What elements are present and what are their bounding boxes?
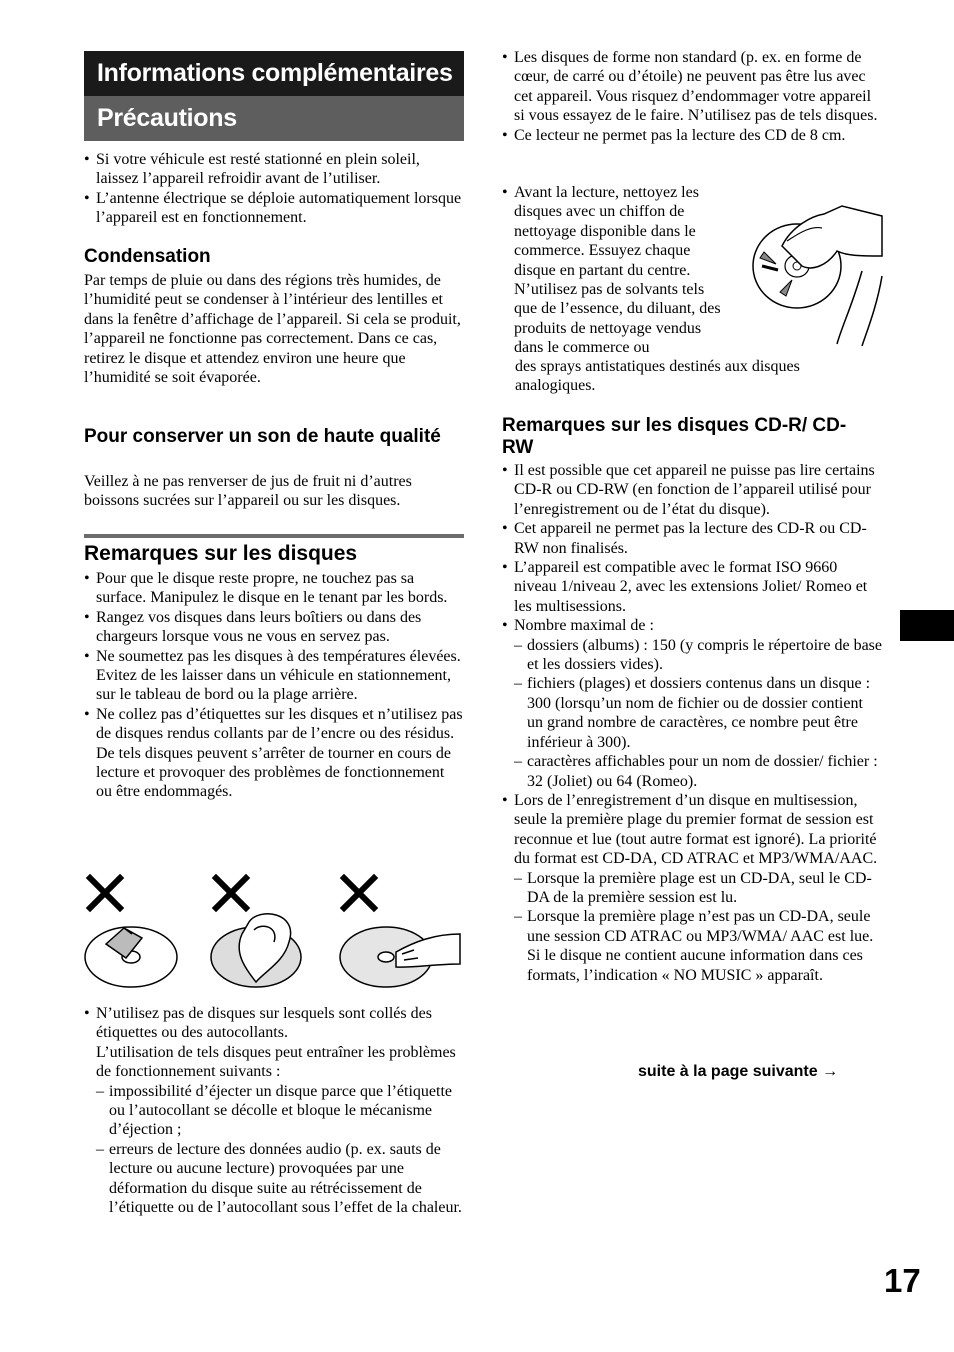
condensation-text: Par temps de pluie ou dans des régions très humides, de l’humidité peut se condenser à l’intérieur des lentilles et dans la fenêtre d’affichage de l’appareil. Si cela se produit, l’appareil ne fonctionne pas correctement. Dans ce cas, retirez le disque et attendez environ une heure que l’humidité se soit évaporée. [84, 272, 461, 387]
section-tab-marker [900, 610, 954, 641]
quality-text: Veillez à ne pas renverser de jus de fruit ni d’autres boissons sucrées sur l’appareil ou sur les disques. [84, 473, 412, 510]
cleaning-continued-text: des sprays antistatiques destinés aux disques analogiques. [515, 358, 800, 395]
list-item: • Il est possible que cet appareil ne puisse pas lire certains CD-R ou CD-RW (en fonction de l’appareil utilisé pour l’enregistrement ou de l’état du disque). [502, 461, 882, 519]
page-number: 17 [884, 1262, 921, 1299]
arrow-right-icon: → [822, 1063, 839, 1080]
disc-with-label-icon [85, 927, 177, 987]
header-subtitle [84, 96, 464, 141]
list-item: • Les disques de forme non standard (p. ex. en forme de cœur, de carré ou d’étoile) ne peuvent pas être lus avec cet appareil. Vous risquez d’endommager votre appareil si vous essayez de le faire. N’utilisez pas de tels disques. [502, 48, 882, 126]
list-item: • Pour que le disque reste propre, ne touchez pas sa surface. Manipulez le disque en le tenant par les bords. [84, 569, 464, 608]
list-item: – Lorsque la première plage est un CD-DA, seul le CD-DA de la première session est lu. [514, 869, 882, 908]
list-item: • Ne collez pas d’étiquettes sur les disques et n’utilisez pas de disques rendus collants par de l’encre ou des résidus. De tels disques peuvent s’arrêter de tourner en cours de lecture et provoquer des problèmes de fonctionnement ou être endommagés. [84, 705, 464, 802]
list-item [502, 616, 882, 791]
list-item: • Cet appareil ne permet pas la lecture des CD-R ou CD-RW non finalisés. [502, 519, 882, 558]
list-item: • L’antenne électrique se déploie automatiquement lorsque l’appareil est en fonctionnement. [84, 189, 464, 228]
labels-followup-text: L’utilisation de tels disques peut entraîner les problèmes de fonctionnement suivants : [96, 1043, 456, 1081]
labels-list [84, 1004, 464, 1217]
prohibited-x-icon [344, 878, 374, 908]
list-item: • Avant la lecture, nettoyez les disques avec un chiffon de nettoyage disponible dans le commerce. Essuyez chaque disque en partant du centre. N’utilisez pas de solvants tels que de l’essence, du diluant, des produits de nettoyage vendus dans le commerce ou [502, 183, 724, 358]
labels-bullet-text: N’utilisez pas de disques sur lesquels sont collés des étiquettes ou des autocollants. [96, 1005, 432, 1042]
list-item: • Rangez vos disques dans leurs boîtiers ou dans des chargeurs lorsque vous ne vous en servez pas. [84, 608, 464, 647]
prohibited-x-icon [90, 878, 120, 908]
list-item: – impossibilité d’éjecter un disque parce que l’étiquette ou l’autocollant se décolle et bloque le mécanisme d’éjection ; [96, 1082, 464, 1140]
sticky-disc-icon [340, 927, 460, 987]
multi-dash-list [514, 869, 882, 985]
header-title-text: Informations complémentaires [97, 59, 453, 87]
list-item: – fichiers (plages) et dossiers contenus dans un disque : 300 (lorsqu’un nom de fichier ou de dossier contient un grand nombre de caractères, ce nombre peut être inférieur à 300). [514, 674, 882, 752]
cdr-list [502, 461, 882, 985]
continued-note [638, 1063, 838, 1081]
disc-warning-illustrations [84, 872, 464, 997]
prohibited-x-icon [216, 878, 246, 908]
heart-shaped-disc-icon [211, 914, 301, 987]
list-item [84, 1004, 464, 1217]
list-item [502, 791, 882, 985]
header-subtitle-text: Précautions [97, 104, 237, 132]
discs-heading: Remarques sur les disques [84, 542, 358, 565]
list-item: • Si votre véhicule est resté stationné en plein soleil, laissez l’appareil refroidir avant de l’utiliser. [84, 150, 464, 189]
header-title [84, 51, 464, 96]
discs-list [84, 569, 464, 802]
cleaning-list [502, 183, 724, 358]
max-dash-list [514, 636, 882, 791]
disc-cleaning-illustration [752, 196, 884, 348]
list-item: • Ne soumettez pas les disques à des températures élevées. Evitez de les laisser dans un véhicule en stationnement, sur le tableau de bord ou la plage arrière. [84, 647, 464, 705]
labels-dash-list [96, 1082, 464, 1218]
intro-list [84, 150, 464, 228]
list-item: – caractères affichables pour un nom de dossier/ fichier : 32 (Joliet) ou 64 (Romeo). [514, 752, 882, 791]
list-item: • L’appareil est compatible avec le format ISO 9660 niveau 1/niveau 2, avec les extensions Joliet/ Romeo et les multisessions. [502, 558, 882, 616]
max-bullet-text: Nombre maximal de : [514, 617, 654, 635]
right-top-list [502, 48, 882, 145]
list-item: • Ce lecteur ne permet pas la lecture des CD de 8 cm. [502, 126, 882, 145]
continued-text: suite à la page suivante [638, 1063, 818, 1080]
list-item: – dossiers (albums) : 150 (y compris le répertoire de base et les dossiers vides). [514, 636, 882, 675]
multi-bullet-text: Lors de l’enregistrement d’un disque en multisession, seule la première plage du premier format de session est reconnue et lue (tout autre format est ignoré). La priorité du format est CD-DA, CD ATRAC et MP3/WMA/AAC. [514, 791, 878, 868]
quality-heading: Pour conserver un son de haute qualité [84, 426, 441, 447]
list-item: – Lorsque la première plage n’est pas un CD-DA, seule une session CD ATRAC ou MP3/WMA/ AAC est lue. Si le disque ne contient aucune information dans ces formats, l’indication « NO MUSIC » apparaît. [514, 907, 882, 985]
condensation-heading: Condensation [84, 246, 211, 267]
cdr-heading: Remarques sur les disques CD-R/ CD-RW [502, 415, 847, 458]
list-item: – erreurs de lecture des données audio (p. ex. sauts de lecture ou aucune lecture) provoquées par une déformation du disque suite au rétrécissement de l’étiquette ou de l’autocollant sous l’effet de la chaleur. [96, 1140, 464, 1218]
section-divider [84, 534, 464, 538]
